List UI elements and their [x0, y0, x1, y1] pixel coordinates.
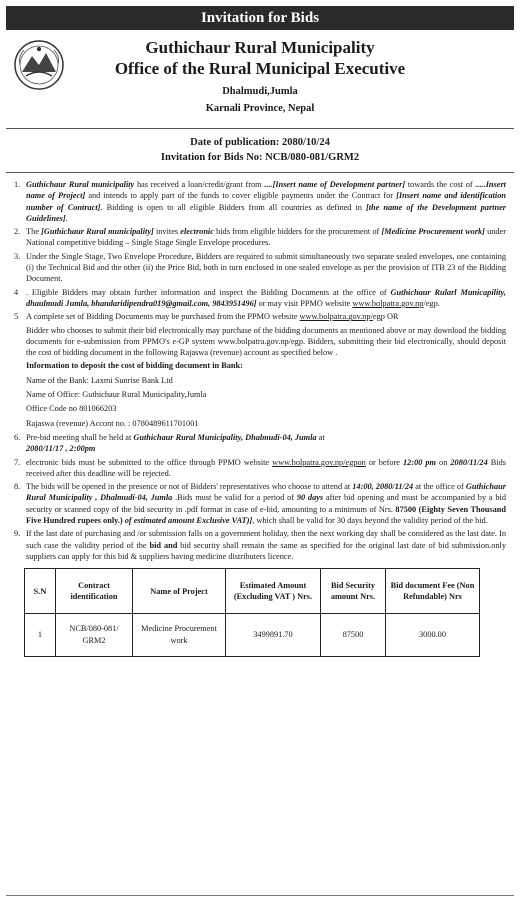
text-span: .: [65, 213, 68, 223]
text-span: [Medicine Procurement work]: [381, 227, 485, 237]
text-span: ....[Insert name of Development partner]: [264, 180, 406, 189]
text-span: egp OR: [372, 312, 399, 322]
paragraph-number: 4: [14, 287, 19, 297]
text-span: bid and: [149, 540, 178, 550]
paragraph-8: [14, 481, 506, 526]
deposit-info-title: Information to deposit the cost of bidding document in Bank:: [26, 361, 243, 371]
publication-block: [6, 129, 514, 173]
paragraph-number: 2.: [14, 227, 21, 237]
office-code: Office Code no 801066203: [26, 404, 117, 414]
text-span: bids from eligible bidders for the procurement of: [213, 227, 382, 237]
table-cell: NCB/080-081/ GRM2: [56, 614, 133, 657]
column-header: Estimated Amount (Excluding VAT ) Nrs.: [226, 569, 321, 614]
bank-name: Name of the Bank: Laxmi Sunrise Bank Ltd: [26, 375, 173, 385]
text-span: of estimated amount Exclusive VAT)]: [122, 516, 253, 526]
paragraph-3: [14, 251, 506, 285]
paragraph-number: 6.: [14, 432, 21, 442]
text-span: Under the Single Stage, Two Envelope Procedure, Bidders are required to submit simultaneously two separate sealed envelopes, one containing (i) the Technical Bid and the other (ii) the Price Bid, both in turn enclosed in one sealed envelope as per the provision of ITB 23 of the Bidding Document.: [26, 251, 506, 284]
text-span: [Guthichaur Rural municipality]: [41, 227, 154, 237]
text-span: The bids will be opened in the presence or not of Bidders' representatives who choose to attend at: [26, 482, 353, 492]
text-span: Guthichaur Rularl Municapility, dhaulmudi Jumla, bhandaridipendra019@gmail.com, 9843951496]: [26, 287, 506, 308]
paragraph-5: [14, 311, 506, 322]
text-span: bid security shall remain the same as specified for the original last date of bid submission.only suppliers can apply for this bid & suppliers having medicine distributers licence.: [26, 540, 506, 561]
column-header: Bid document Fee (Non Refundable) Nrs: [386, 569, 480, 614]
column-header: Bid Security amount Nrs.: [321, 569, 386, 614]
text-span: Bids received after this deadline will be rejected.: [26, 457, 506, 478]
office-name: Office of the Rural Municipal Executive: [114, 59, 406, 78]
address-line-1: Dhalmudi,Jumla: [222, 86, 298, 97]
text-span: at: [316, 432, 325, 442]
text-span: 2080/11/24: [450, 457, 488, 467]
bottom-divider: [6, 895, 514, 896]
text-span: invites: [153, 227, 181, 237]
text-span: towards the cost of: [405, 180, 476, 189]
text-span: 2080/11/17 , 2:00pm: [26, 444, 96, 454]
text-span: Guthichaur Rural Municipality , Dhalmudi-04, Jumla: [26, 482, 506, 503]
text-span: [the name of the Development partner Guidelines]: [26, 202, 507, 223]
table-cell: 3499891.70: [226, 614, 321, 657]
text-span: , which shall be valid for 30 days beyond the validity period of the bid.: [252, 516, 488, 526]
text-span: has received a loan/credit/grant from: [134, 180, 265, 189]
paragraph-1: [14, 179, 506, 224]
text-span: 14:00, 2080/11/24: [352, 482, 414, 492]
notice-body: [6, 173, 514, 657]
paragraph-2: [14, 226, 506, 249]
text-span: under National competitive bidding – Single Stage Single Envelope procedures.: [26, 227, 506, 248]
nepal-emblem-icon: [12, 38, 66, 92]
column-header: S.N: [25, 569, 56, 614]
text-span: .Bids must be valid for a period of: [172, 493, 297, 503]
text-span: electronic bids must be submitted to the office through PPMO website: [26, 457, 273, 467]
paragraph-number: 9.: [14, 529, 21, 539]
paragraph-number: 1.: [14, 180, 21, 189]
paragraph-6: [14, 432, 506, 455]
website-link[interactable]: www.bolpatra.gov.np/: [299, 312, 373, 322]
e-submission-note: Bidder who chooses to submit their bid electronically may purchase of the bidding documents as mentioned above or may download the bidding documents for e-submission from PPMO's e-GP system www.bolpatra.gov.np/egp. Bidders, submitting their bid electronically, should deposit the cost of bidding document in the following Rajaswa (revenue) account as specified below .: [26, 325, 506, 358]
website-link[interactable]: www.bolpatra.gov.np: [352, 298, 424, 308]
table-row: [25, 614, 480, 657]
text-span: If the last date of purchasing and /or submission falls on a government holiday, then the next working day shall be considered as the last date. In such case the validity period of the: [26, 529, 506, 550]
notice-banner: Invitation for Bids: [6, 6, 514, 30]
address-line-2: Karnali Province, Nepal: [205, 103, 315, 114]
municipality-name: Guthichaur Rural Municipality: [145, 38, 375, 57]
text-span: Guthichaur Rural municipality: [26, 180, 135, 189]
text-span: A complete set of Bidding Documents may be purchased from the PPMO website: [26, 312, 300, 322]
text-span: 12:00 pm: [403, 457, 437, 467]
text-span: [Insert name and identification number of Contract]: [26, 191, 506, 212]
text-span: 90 days: [296, 493, 324, 503]
text-span: The: [26, 227, 42, 237]
revenue-account: Rajaswa (revenue) Accont no. : 0780489611701001: [26, 418, 199, 428]
paragraph-7: [14, 457, 506, 480]
text-span: . Eligible Bidders may obtain further information and inspect the Bidding Documents at the office of: [26, 287, 391, 297]
paragraph-4: [14, 287, 506, 310]
text-span: /egp.: [423, 298, 440, 308]
text-span: or before: [365, 457, 404, 467]
text-span: 87500 (Eighty Seven Thousand Five Hundred rupees only.): [26, 504, 506, 526]
text-span: or may visit PPMO website: [256, 298, 353, 308]
text-span: .....Insert name of Project]: [26, 180, 506, 201]
text-span: on: [436, 457, 451, 467]
text-span: and intends to apply part of the funds to cover eligible payments under the Contract for: [85, 191, 397, 201]
paragraph-9: [14, 528, 506, 562]
office-name-line: Name of Office: Guthichaur Rural Municipality,Jumla: [26, 390, 207, 400]
ifb-number: Invitation for Bids No: NCB/080-081/GRM2: [160, 152, 360, 163]
column-header: Contract identification: [56, 569, 133, 614]
website-link[interactable]: www.bolpatra.gov.np/egpon: [272, 457, 366, 467]
notice-header: [6, 30, 514, 129]
text-span: Pre-bid meeting shall be held at: [26, 432, 134, 442]
table-cell: Medicine Procurement work: [133, 614, 226, 657]
text-span: Guthichaur Rural Municipality, Dhalmudi-04, Jumla: [133, 432, 317, 442]
table-header-row: [25, 569, 480, 614]
notice-page: [6, 6, 514, 904]
text-span: . Bidding is open to all eligible Bidders from all countries as defined in: [100, 202, 366, 212]
table-cell: 3000.00: [386, 614, 480, 657]
text-span: at the office of: [413, 482, 466, 492]
text-span: after bid opening and must be accompanied by a bid security or scanned copy of the bid security in .pdf format in case of e-bid, amounting to a minimum of Nrs.: [26, 493, 506, 514]
table-cell: 1: [25, 614, 56, 657]
publication-date: Date of publication: 2080/10/24: [190, 137, 330, 148]
table-cell: 87500: [321, 614, 386, 657]
paragraph-number: 8.: [14, 482, 21, 492]
text-span: electronic: [180, 227, 214, 237]
column-header: Name of Project: [133, 569, 226, 614]
paragraph-number: 7.: [14, 457, 21, 467]
paragraph-number: 3.: [14, 251, 21, 261]
bid-details-table: [24, 568, 480, 657]
paragraph-number: 5: [14, 312, 19, 322]
